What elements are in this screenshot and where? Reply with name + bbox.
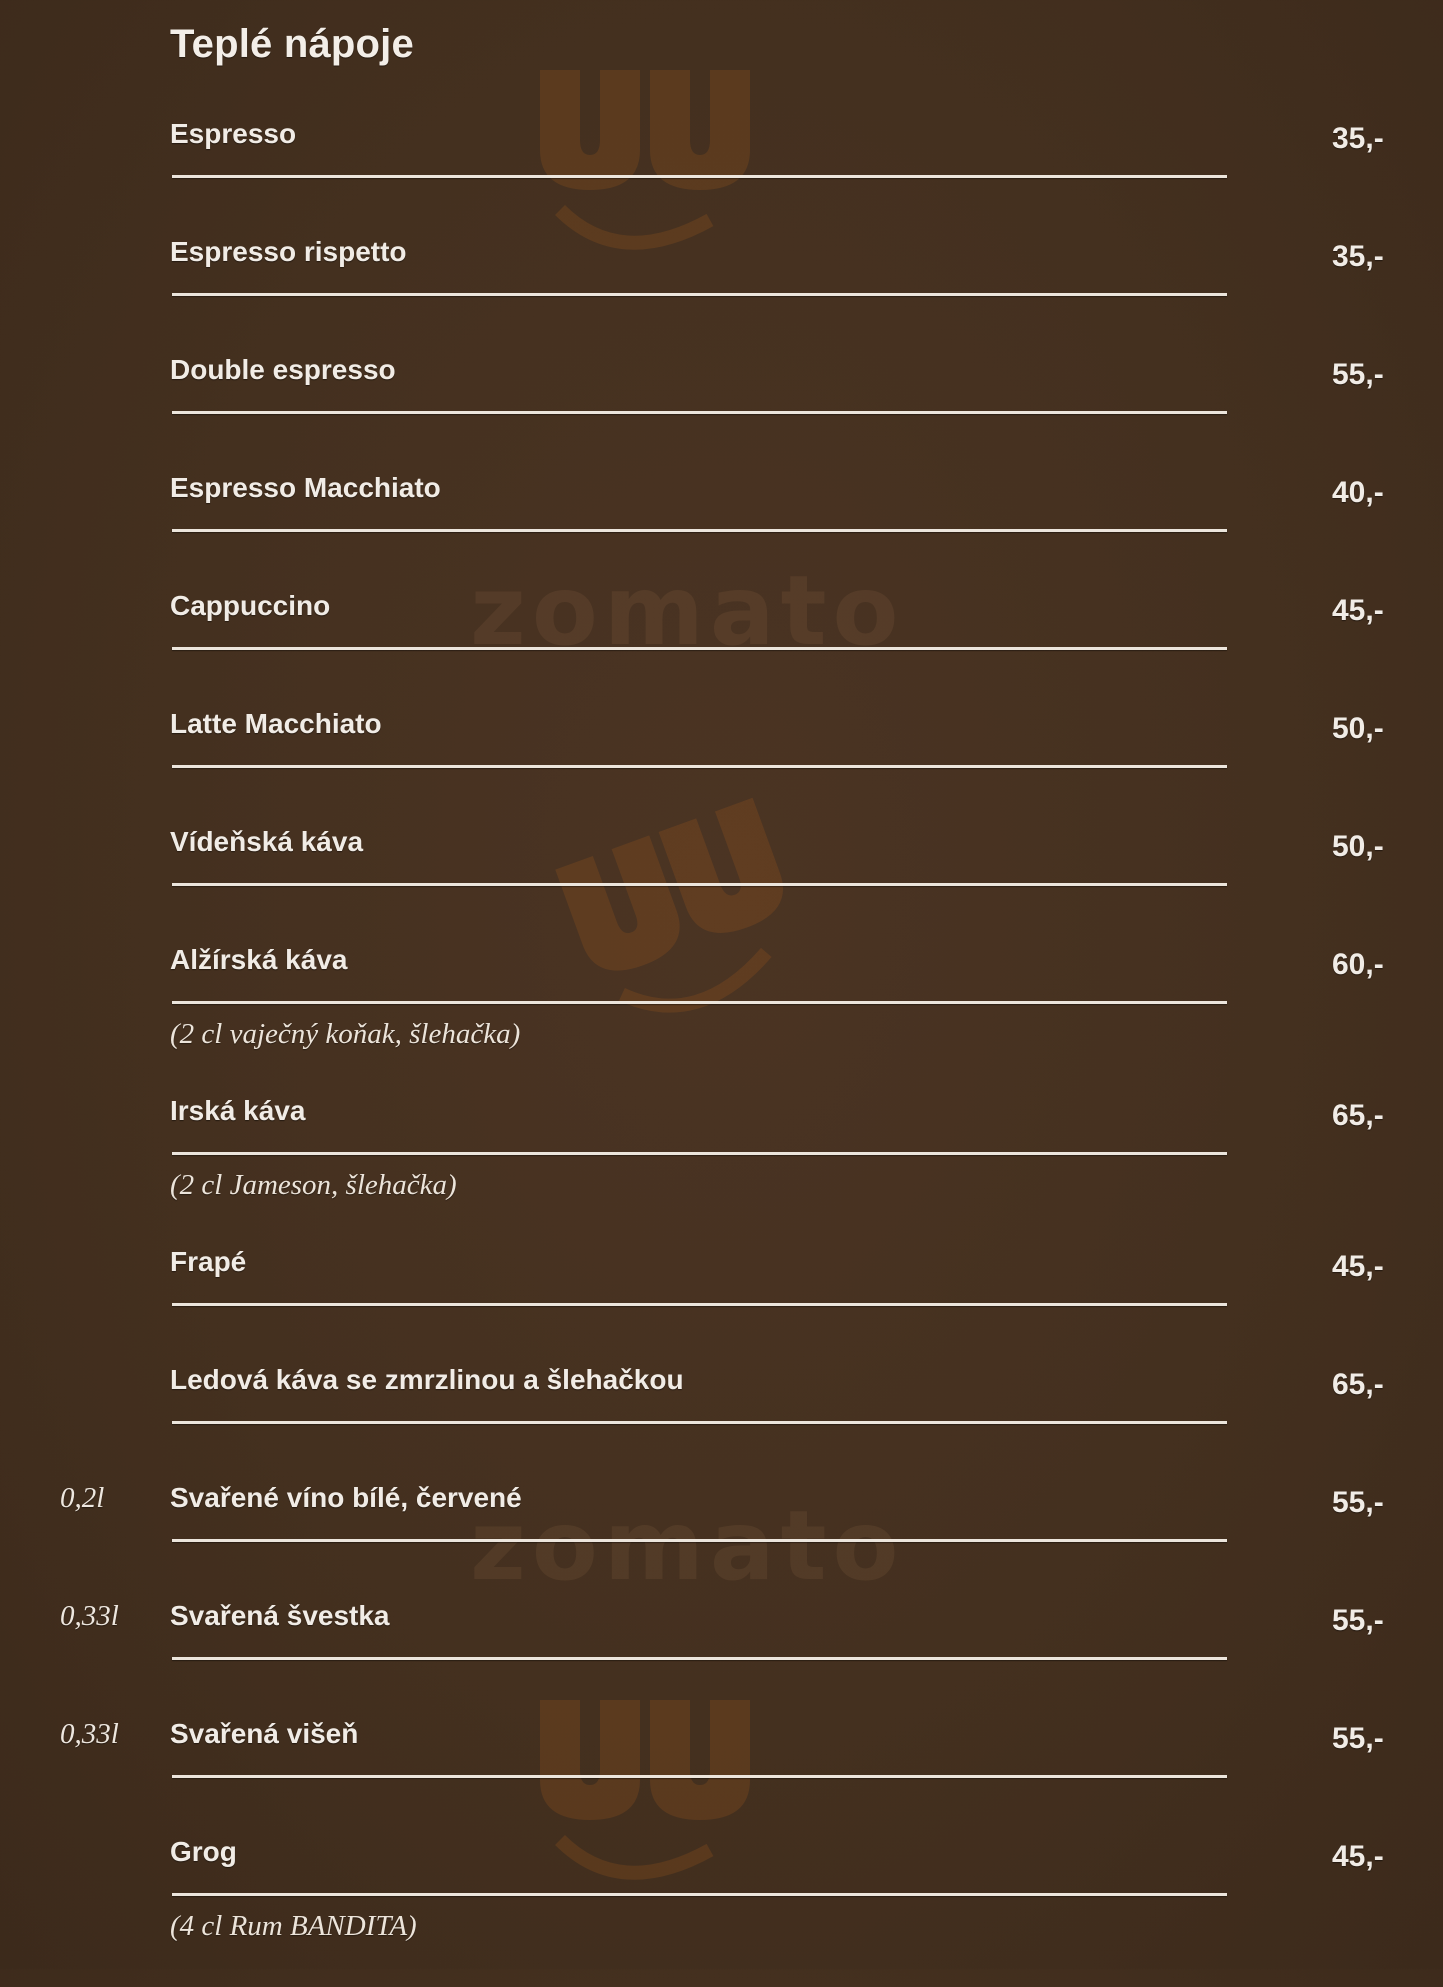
item-name: Irská káva	[170, 1095, 306, 1126]
item-name: Svařená višeň	[170, 1718, 359, 1749]
menu-item	[0, 708, 1443, 826]
page-title: Teplé nápoje	[170, 22, 414, 66]
item-divider	[172, 647, 1227, 650]
item-name: Frapé	[170, 1246, 247, 1277]
item-name: Latte Macchiato	[170, 708, 382, 739]
item-volume: 0,2l	[60, 1482, 105, 1514]
item-divider	[172, 765, 1227, 768]
item-divider	[172, 1893, 1227, 1896]
item-name: Espresso Macchiato	[170, 472, 441, 503]
item-divider	[172, 411, 1227, 414]
menu-item	[0, 1600, 1443, 1718]
watermark-text: zomato	[470, 1490, 905, 1602]
item-price: 60,-	[1332, 948, 1384, 981]
menu-item	[0, 354, 1443, 472]
menu-item	[0, 590, 1443, 708]
item-name: Alžírská káva	[170, 944, 348, 975]
item-divider	[172, 175, 1227, 178]
item-divider	[172, 1539, 1227, 1542]
item-divider	[172, 1421, 1227, 1424]
item-volume: 0,33l	[60, 1718, 119, 1750]
item-price: 40,-	[1332, 476, 1384, 509]
menu-item	[0, 472, 1443, 590]
menu-list	[0, 118, 1443, 1987]
item-divider	[172, 1657, 1227, 1660]
item-name: Svařená švestka	[170, 1600, 390, 1631]
watermark-text: zomato	[470, 555, 905, 667]
menu-item	[0, 1718, 1443, 1836]
menu-item	[0, 1246, 1443, 1364]
item-divider	[172, 1001, 1227, 1004]
menu-item	[0, 236, 1443, 354]
item-price: 65,-	[1332, 1368, 1384, 1401]
item-divider	[172, 529, 1227, 532]
item-price: 35,-	[1332, 122, 1384, 155]
item-price: 45,-	[1332, 594, 1384, 627]
item-volume: 0,33l	[60, 1600, 119, 1632]
item-name: Grog	[170, 1836, 237, 1867]
item-name: Double espresso	[170, 354, 396, 385]
item-note: (2 cl vaječný koňak, šlehačka)	[170, 1018, 521, 1050]
menu-item	[0, 1095, 1443, 1246]
menu-item	[0, 944, 1443, 1095]
item-note: (2 cl Jameson, šlehačka)	[170, 1169, 457, 1201]
menu-item	[0, 826, 1443, 944]
item-name: Vídeňská káva	[170, 826, 364, 857]
menu-item	[0, 1364, 1443, 1482]
menu-item	[0, 1836, 1443, 1987]
item-divider	[172, 293, 1227, 296]
item-name: Cappuccino	[170, 590, 331, 621]
item-price: 55,-	[1332, 1722, 1384, 1755]
item-divider	[172, 1152, 1227, 1155]
item-price: 50,-	[1332, 830, 1384, 863]
item-divider	[172, 883, 1227, 886]
item-price: 35,-	[1332, 240, 1384, 273]
menu-item	[0, 1482, 1443, 1600]
menu-item	[0, 118, 1443, 236]
item-price: 45,-	[1332, 1250, 1384, 1283]
item-price: 55,-	[1332, 358, 1384, 391]
item-price: 55,-	[1332, 1604, 1384, 1637]
item-price: 45,-	[1332, 1840, 1384, 1873]
item-name: Espresso	[170, 118, 297, 149]
item-price: 65,-	[1332, 1099, 1384, 1132]
item-name: Espresso rispetto	[170, 236, 407, 267]
item-price: 55,-	[1332, 1486, 1384, 1519]
item-divider	[172, 1775, 1227, 1778]
item-price: 50,-	[1332, 712, 1384, 745]
item-name: Svařené víno bílé, červené	[170, 1482, 522, 1513]
item-divider	[172, 1303, 1227, 1306]
item-name: Ledová káva se zmrzlinou a šlehačkou	[170, 1364, 684, 1395]
item-note: (4 cl Rum BANDITA)	[170, 1910, 417, 1942]
